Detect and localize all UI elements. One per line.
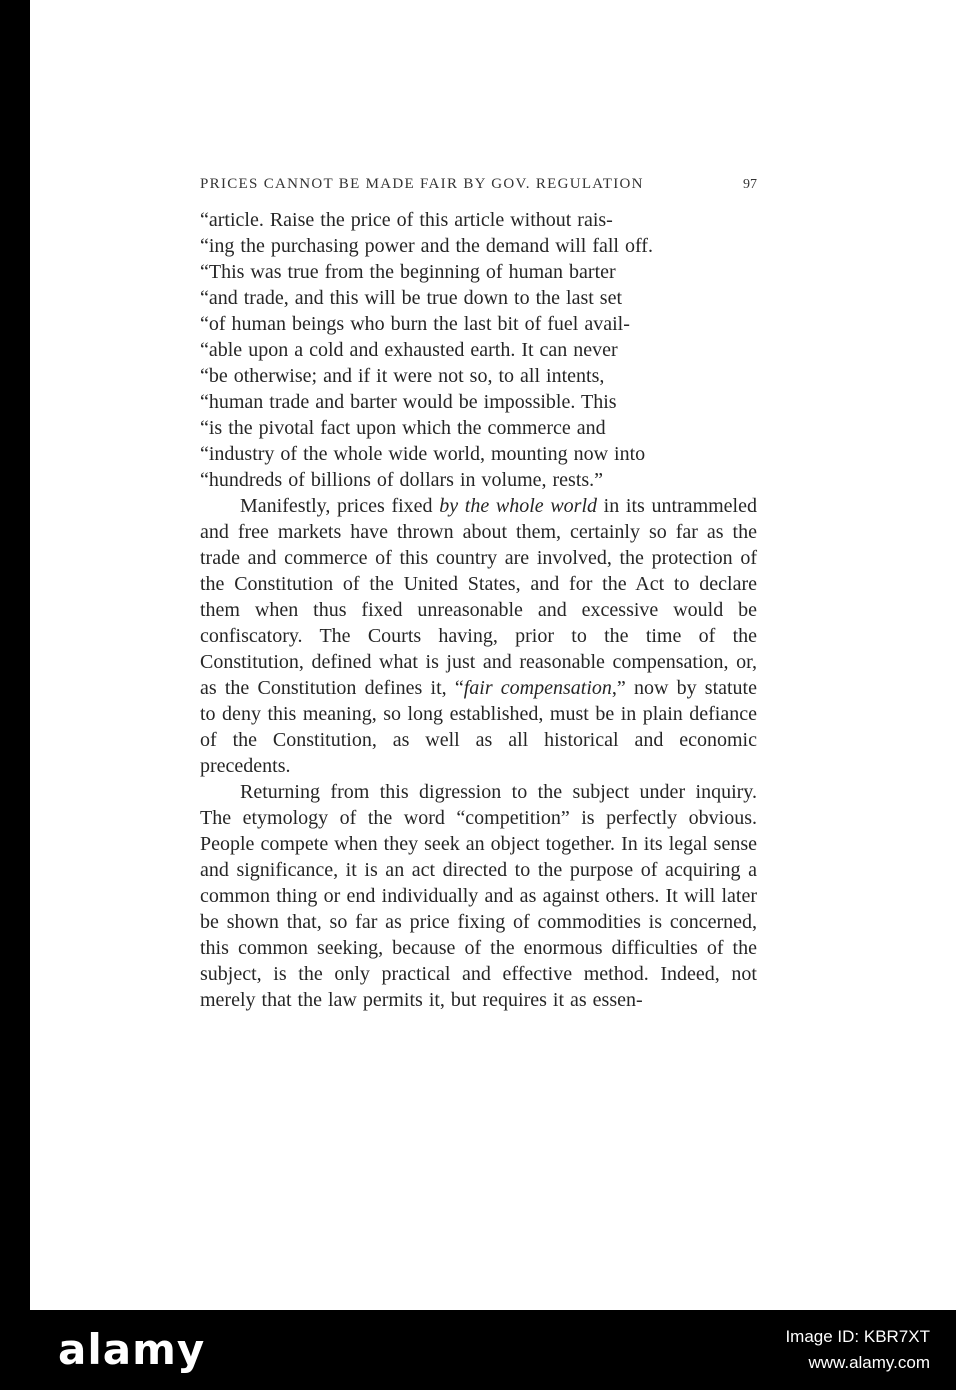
paragraph: Manifestly, prices fixed by the whole world in its untrammeled and free markets have thrown about them, certainly so far as the trade and commerce of this country are involved, the protection of the Constitution of the United States, and for the Act to declare them when thus fixed unreasonable and excessive would be confiscatory. The Courts having, prior to the time of the Constitution, defined what is just and reasonable compensation, or, as the Constitution defines it, “fair compensation,” now by statute to deny this meaning, so long established, must be in plain defiance of the Constitution, as well as all historical and economic precedents. xyxy=(200,495,757,777)
page-body xyxy=(200,207,757,1013)
watermark-url: www.alamy.com xyxy=(808,1353,930,1372)
watermark-meta xyxy=(785,1324,930,1377)
quoted-line: “able upon a cold and exhausted earth. It can never xyxy=(200,339,618,361)
running-header-title: PRICES CANNOT BE MADE FAIR BY GOV. REGULATION xyxy=(200,176,644,192)
paragraphs xyxy=(200,493,757,1013)
quoted-line: “is the pivotal fact upon which the commerce and xyxy=(200,417,606,439)
quoted-line: “industry of the whole wide world, mounting now into xyxy=(200,443,646,465)
quoted-line: “be otherwise; and if it were not so, to all intents, xyxy=(200,365,605,387)
quoted-line: “hundreds of billions of dollars in volume, rests.” xyxy=(200,469,604,491)
page-number: 97 xyxy=(743,177,757,192)
alamy-logo: alamy xyxy=(58,1325,206,1374)
quoted-line: “and trade, and this will be true down to the last set xyxy=(200,287,623,309)
quoted-line: “This was true from the beginning of human barter xyxy=(200,261,616,283)
watermark-left-strip xyxy=(0,0,30,1390)
quoted-line: “ing the purchasing power and the demand will fall off. xyxy=(200,235,653,257)
watermark-bottom-bar xyxy=(0,1310,956,1390)
document-header xyxy=(200,176,757,193)
quoted-line: “human trade and barter would be impossible. This xyxy=(200,391,617,413)
quoted-block xyxy=(200,207,757,493)
quoted-line: “article. Raise the price of this article without rais- xyxy=(200,209,613,231)
page-scan xyxy=(200,176,757,1013)
quoted-line: “of human beings who burn the last bit of fuel avail- xyxy=(200,313,630,335)
paragraph: Returning from this digression to the subject under inquiry. The etymology of the word “competition” is perfectly obvious. People compete when they seek an object together. In its legal sense and significance, it is an act directed to the purpose of acquiring a common thing or end individually and as against others. It will later be shown that, so far as price fixing of commodities is concerned, this common seeking, because of the enormous difficulties of the subject, is the only practical and effective method. Indeed, not merely that the law permits it, but requires it as essen- xyxy=(200,781,757,1011)
image-id: Image ID: KBR7XT xyxy=(785,1326,930,1346)
